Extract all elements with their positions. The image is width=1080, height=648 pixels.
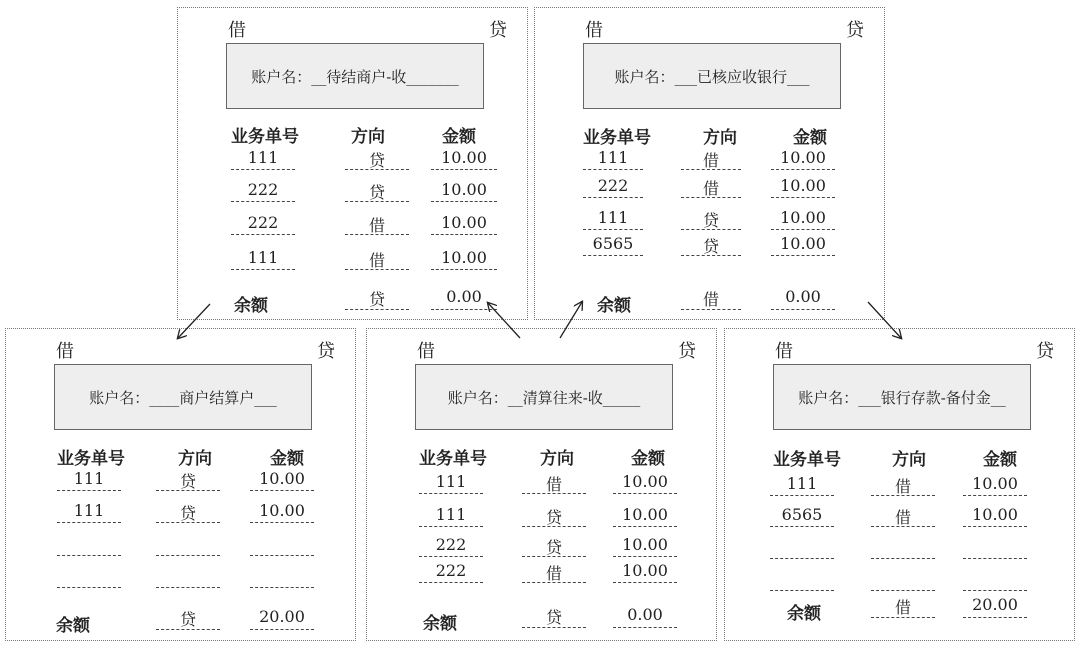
cell-amount: 10.00	[441, 180, 487, 199]
entry-underline	[57, 522, 121, 523]
entry-underline	[613, 526, 677, 527]
cell-order-no: 222	[435, 535, 467, 554]
header-order-no: 业务单号	[773, 450, 841, 470]
header-direction: 方向	[892, 450, 926, 470]
account-name: 账户名：____商户结算户___	[89, 388, 277, 407]
account-name: 账户名：___已核应收银行___	[614, 67, 810, 86]
header-order-no: 业务单号	[583, 128, 651, 148]
cell-amount: 10.00	[622, 505, 668, 524]
entry-underline	[419, 556, 483, 557]
balance-direction: 借	[894, 598, 911, 617]
cell-amount: 10.00	[972, 505, 1018, 524]
entry-underline	[345, 201, 409, 202]
entry-underline	[345, 169, 409, 170]
entry-underline	[231, 269, 295, 270]
balance-amount: 20.00	[972, 595, 1018, 614]
entry-underline	[522, 493, 586, 494]
entry-underline	[250, 555, 314, 556]
entry-underline	[345, 269, 409, 270]
balance-underline	[963, 617, 1027, 618]
balance-underline	[345, 309, 409, 310]
account-name: 账户名：___银行存款-备付金__	[798, 388, 1006, 407]
entry-underline	[681, 229, 741, 230]
ledger-panel-pending-merchant	[177, 7, 528, 320]
entry-underline	[250, 490, 314, 491]
cell-amount: 10.00	[441, 213, 487, 232]
entry-underline	[250, 522, 314, 523]
cell-direction: 借	[702, 151, 719, 170]
account-name-box	[226, 43, 484, 109]
cell-order-no: 111	[247, 148, 279, 167]
cell-direction: 贷	[368, 151, 385, 170]
balance-underline	[613, 627, 677, 628]
cell-direction: 借	[368, 251, 385, 270]
balance-label: 余额	[787, 604, 821, 624]
cell-direction: 贷	[702, 211, 719, 230]
account-name-box	[415, 364, 673, 430]
balance-label: 余额	[597, 296, 631, 316]
cell-order-no: 222	[247, 180, 279, 199]
entry-underline	[583, 169, 643, 170]
balance-underline	[871, 617, 935, 618]
cell-direction: 借	[545, 564, 562, 583]
balance-amount: 0.00	[627, 605, 663, 624]
balance-label: 余额	[234, 296, 268, 316]
cell-amount: 10.00	[780, 176, 826, 195]
ledger-panel-clearing	[366, 328, 717, 641]
ledger-panel-verified-bank-receivable	[534, 7, 885, 320]
cell-direction: 借	[894, 477, 911, 496]
header-direction: 方向	[703, 128, 737, 148]
entry-underline	[431, 269, 497, 270]
entry-underline	[871, 590, 935, 591]
cell-order-no: 111	[435, 472, 467, 491]
balance-label: 余额	[423, 614, 457, 634]
header-amount: 金额	[983, 450, 1017, 470]
cell-order-no: 222	[247, 213, 279, 232]
entry-underline	[770, 526, 834, 527]
entry-underline	[963, 558, 1027, 559]
entry-underline	[963, 526, 1027, 527]
balance-underline	[522, 627, 586, 628]
entry-underline	[770, 590, 834, 591]
credit-side-label: 贷	[317, 341, 335, 362]
cell-direction: 借	[894, 508, 911, 527]
balance-underline	[681, 309, 741, 310]
entry-underline	[583, 197, 643, 198]
account-name-box	[773, 364, 1031, 430]
entry-underline	[431, 234, 497, 235]
entry-underline	[963, 495, 1027, 496]
header-direction: 方向	[540, 449, 574, 469]
header-order-no: 业务单号	[231, 127, 299, 147]
entry-underline	[613, 582, 677, 583]
header-direction: 方向	[178, 449, 212, 469]
entry-underline	[57, 490, 121, 491]
entry-underline	[156, 522, 220, 523]
credit-side-label: 贷	[678, 341, 696, 362]
cell-direction: 借	[545, 475, 562, 494]
cell-amount: 10.00	[259, 501, 305, 520]
cell-amount: 10.00	[972, 474, 1018, 493]
cell-direction: 贷	[368, 183, 385, 202]
entry-underline	[871, 558, 935, 559]
entry-underline	[419, 493, 483, 494]
balance-underline	[431, 309, 497, 310]
account-name: 账户名：__待结商户-收_______	[251, 67, 459, 86]
account-name-box	[54, 364, 312, 430]
debit-side-label: 借	[585, 20, 603, 41]
ledger-panel-merchant-settlement	[5, 328, 356, 641]
entry-underline	[431, 201, 497, 202]
entry-underline	[231, 234, 295, 235]
entry-underline	[522, 556, 586, 557]
cell-direction: 贷	[179, 504, 196, 523]
entry-underline	[345, 234, 409, 235]
entry-underline	[771, 169, 835, 170]
header-amount: 金额	[631, 449, 665, 469]
balance-direction: 借	[702, 290, 719, 309]
entry-underline	[522, 582, 586, 583]
entry-underline	[771, 197, 835, 198]
cell-amount: 10.00	[622, 472, 668, 491]
balance-label: 余额	[56, 616, 90, 636]
balance-direction: 贷	[368, 290, 385, 309]
entry-underline	[871, 495, 935, 496]
entry-underline	[231, 169, 295, 170]
credit-side-label: 贷	[489, 20, 507, 41]
entry-underline	[57, 555, 121, 556]
cell-direction: 贷	[179, 472, 196, 491]
entry-underline	[770, 495, 834, 496]
cell-order-no: 111	[597, 208, 629, 227]
entry-underline	[681, 197, 741, 198]
balance-underline	[250, 629, 314, 630]
entry-underline	[613, 556, 677, 557]
entry-underline	[231, 201, 295, 202]
cell-order-no: 6565	[781, 505, 823, 524]
cell-direction: 贷	[545, 508, 562, 527]
header-amount: 金额	[793, 128, 827, 148]
cell-direction: 贷	[545, 538, 562, 557]
balance-direction: 贷	[179, 610, 196, 629]
balance-amount: 0.00	[785, 287, 821, 306]
entry-underline	[613, 493, 677, 494]
debit-side-label: 借	[775, 341, 793, 362]
balance-direction: 贷	[545, 608, 562, 627]
header-amount: 金额	[442, 127, 476, 147]
cell-direction: 借	[368, 216, 385, 235]
entry-underline	[431, 169, 497, 170]
credit-side-label: 贷	[846, 20, 864, 41]
cell-order-no: 111	[435, 505, 467, 524]
debit-side-label: 借	[56, 341, 74, 362]
cell-order-no: 222	[597, 176, 629, 195]
header-order-no: 业务单号	[57, 449, 125, 469]
ledger-panel-bank-deposit	[724, 328, 1075, 641]
cell-order-no: 6565	[592, 234, 634, 253]
cell-amount: 10.00	[259, 469, 305, 488]
entry-underline	[771, 229, 835, 230]
entry-underline	[681, 169, 741, 170]
entry-underline	[419, 526, 483, 527]
cell-amount: 10.00	[780, 234, 826, 253]
entry-underline	[57, 587, 121, 588]
cell-order-no: 111	[73, 501, 105, 520]
entry-underline	[156, 490, 220, 491]
cell-order-no: 111	[786, 474, 818, 493]
debit-side-label: 借	[228, 20, 246, 41]
credit-side-label: 贷	[1036, 341, 1054, 362]
cell-amount: 10.00	[441, 248, 487, 267]
cell-direction: 借	[702, 179, 719, 198]
cell-order-no: 111	[247, 248, 279, 267]
cell-direction: 贷	[702, 237, 719, 256]
entry-underline	[583, 229, 643, 230]
debit-side-label: 借	[417, 341, 435, 362]
cell-order-no: 111	[597, 148, 629, 167]
cell-amount: 10.00	[622, 535, 668, 554]
entry-underline	[250, 587, 314, 588]
entry-underline	[156, 555, 220, 556]
entry-underline	[522, 526, 586, 527]
cell-amount: 10.00	[780, 148, 826, 167]
entry-underline	[771, 255, 835, 256]
entry-underline	[156, 587, 220, 588]
cell-order-no: 111	[73, 469, 105, 488]
entry-underline	[583, 255, 643, 256]
entry-underline	[963, 590, 1027, 591]
account-name-box	[583, 43, 841, 109]
entry-underline	[871, 526, 935, 527]
cell-order-no: 222	[435, 561, 467, 580]
cell-amount: 10.00	[780, 208, 826, 227]
cell-amount: 10.00	[441, 148, 487, 167]
header-amount: 金额	[270, 449, 304, 469]
header-order-no: 业务单号	[419, 449, 487, 469]
entry-underline	[770, 558, 834, 559]
balance-amount: 0.00	[446, 287, 482, 306]
entry-underline	[681, 255, 741, 256]
header-direction: 方向	[351, 127, 385, 147]
entry-underline	[419, 582, 483, 583]
balance-amount: 20.00	[259, 607, 305, 626]
cell-amount: 10.00	[622, 561, 668, 580]
balance-underline	[156, 629, 220, 630]
account-name: 账户名：__清算往来-收_____	[447, 388, 641, 407]
balance-underline	[771, 309, 835, 310]
